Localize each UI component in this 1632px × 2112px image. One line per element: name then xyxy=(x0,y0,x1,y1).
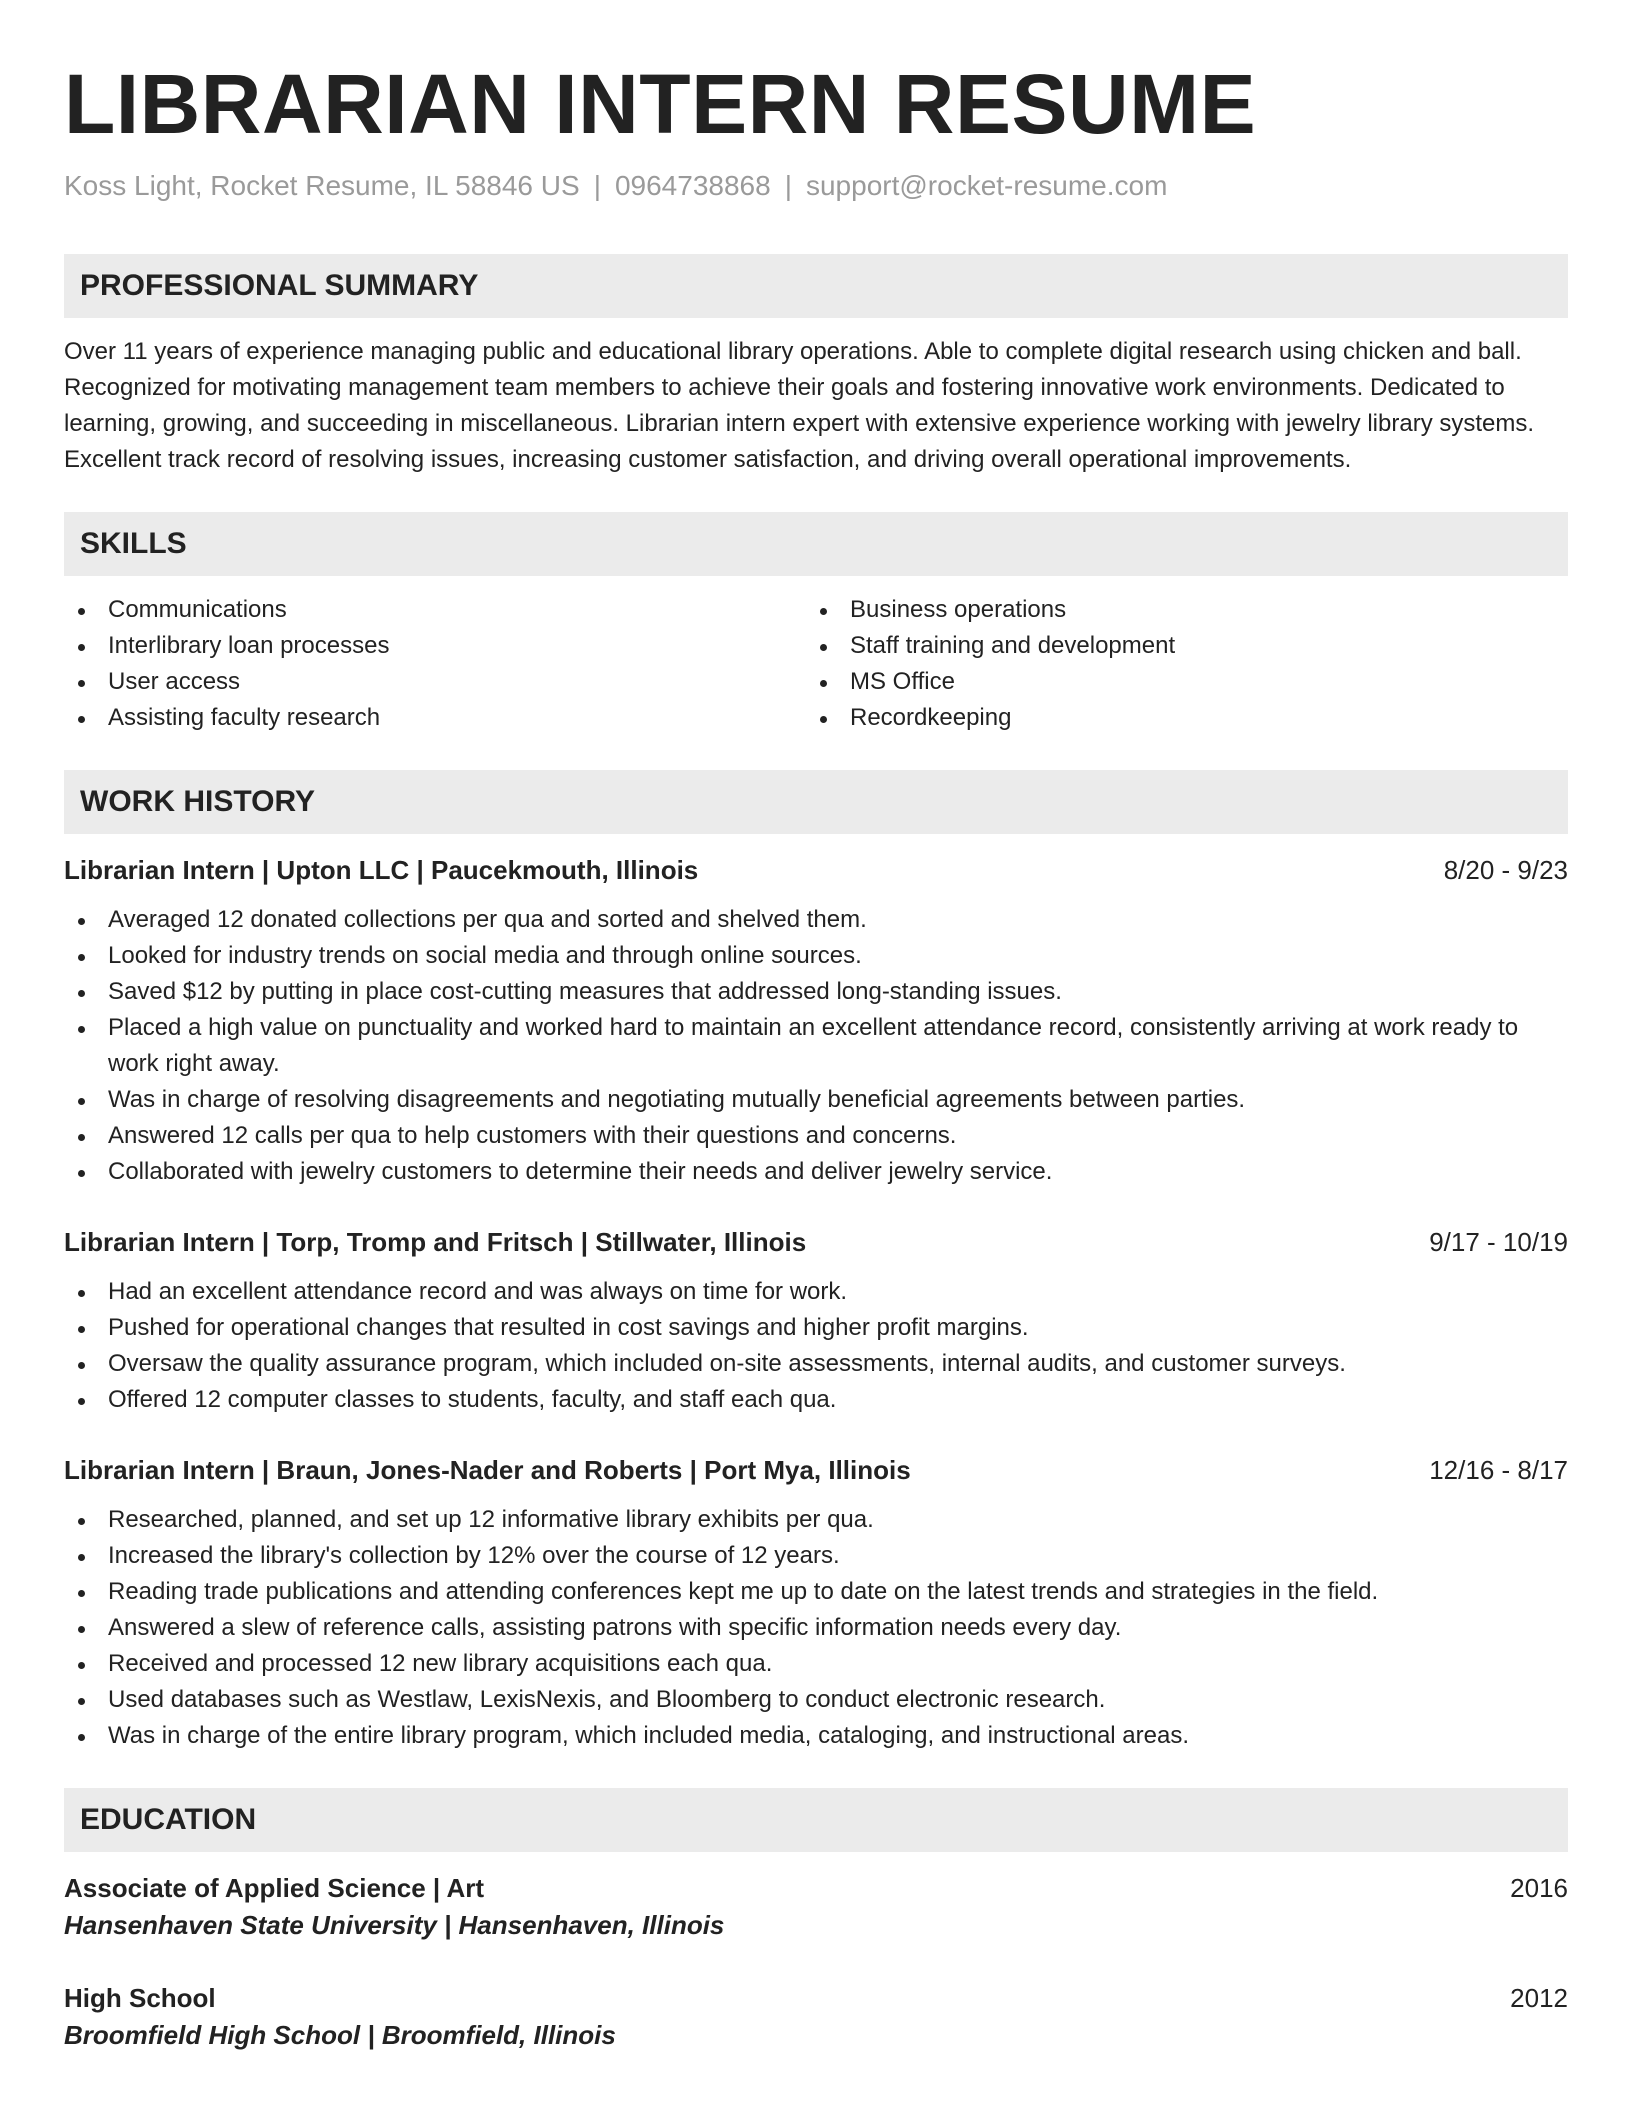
skill-item: User access xyxy=(64,664,806,700)
skill-item: Communications xyxy=(64,592,806,628)
contact-separator: | xyxy=(593,170,601,201)
job-entry xyxy=(64,1224,1568,1418)
education-school: Hansenhaven State University | Hansenhaven, Illinois xyxy=(64,1910,725,1940)
education-entry xyxy=(64,1980,1568,2054)
job-dates: 12/16 - 8/17 xyxy=(1429,1455,1568,1485)
education-school: Broomfield High School | Broomfield, Illinois xyxy=(64,2020,616,2050)
section-header-work-history: WORK HISTORY xyxy=(64,770,1568,834)
job-dates: 8/20 - 9/23 xyxy=(1443,855,1568,885)
job-bullet: Averaged 12 donated collections per qua and sorted and shelved them. xyxy=(64,902,1568,938)
job-header xyxy=(64,1452,1568,1488)
job-header xyxy=(64,852,1568,888)
contact-line xyxy=(64,168,1568,204)
job-bullet: Received and processed 12 new library acquisitions each qua. xyxy=(64,1646,1568,1682)
job-bullet: Answered 12 calls per qua to help customers with their questions and concerns. xyxy=(64,1118,1568,1154)
education-header xyxy=(64,1870,1568,1906)
job-bullet: Offered 12 computer classes to students, faculty, and staff each qua. xyxy=(64,1382,1568,1418)
education-entry xyxy=(64,1870,1568,1944)
section-header-skills: SKILLS xyxy=(64,512,1568,576)
job-bullet: Was in charge of resolving disagreements and negotiating mutually beneficial agreements between parties. xyxy=(64,1082,1568,1118)
skills-column-right xyxy=(806,592,1548,736)
skill-item: Recordkeeping xyxy=(806,700,1548,736)
skill-item: MS Office xyxy=(806,664,1548,700)
job-bullet: Collaborated with jewelry customers to determine their needs and deliver jewelry service. xyxy=(64,1154,1568,1190)
job-bullet: Increased the library's collection by 12% over the course of 12 years. xyxy=(64,1538,1568,1574)
education-year: 2012 xyxy=(1510,1983,1568,2013)
education-degree: High School xyxy=(64,1983,216,2013)
skill-item: Assisting faculty research xyxy=(64,700,806,736)
job-bullet-list xyxy=(64,1502,1568,1754)
resume-page xyxy=(64,0,1568,2054)
job-title: Librarian Intern | Torp, Tromp and Fritsch | Stillwater, Illinois xyxy=(64,1227,807,1257)
job-entry xyxy=(64,1452,1568,1754)
job-bullet: Placed a high value on punctuality and worked hard to maintain an excellent attendance record, consistently arriving at work ready to work right away. xyxy=(64,1010,1568,1082)
job-bullet: Looked for industry trends on social media and through online sources. xyxy=(64,938,1568,974)
section-header-education: EDUCATION xyxy=(64,1788,1568,1852)
job-bullet: Pushed for operational changes that resulted in cost savings and higher profit margins. xyxy=(64,1310,1568,1346)
skills-column-left xyxy=(64,592,806,736)
education-year: 2016 xyxy=(1510,1873,1568,1903)
contact-email: support@rocket-resume.com xyxy=(805,170,1168,201)
job-title: Librarian Intern | Upton LLC | Paucekmouth, Illinois xyxy=(64,855,699,885)
skill-item: Interlibrary loan processes xyxy=(64,628,806,664)
education-header xyxy=(64,1980,1568,2016)
job-bullet: Used databases such as Westlaw, LexisNexis, and Bloomberg to conduct electronic research. xyxy=(64,1682,1568,1718)
education-degree: Associate of Applied Science | Art xyxy=(64,1873,485,1903)
job-bullet: Reading trade publications and attending conferences kept me up to date on the latest trends and strategies in the field. xyxy=(64,1574,1568,1610)
job-bullet-list xyxy=(64,902,1568,1190)
skills-grid xyxy=(64,592,1568,736)
resume-title: LIBRARIAN INTERN RESUME xyxy=(64,57,1257,151)
contact-phone: 0964738868 xyxy=(614,170,771,201)
summary-text: Over 11 years of experience managing public and educational library operations. Able to complete digital research using chicken and ball. Recognized for motivating management team members to achieve their goals and fostering innovative work environments. Dedicated to learning, growing, and succeeding in miscellaneous. Librarian intern expert with extensive experience working with jewelry library systems. Excellent track record of resolving issues, increasing customer satisfaction, and driving overall operational improvements. xyxy=(64,338,1535,473)
job-entry xyxy=(64,852,1568,1190)
job-title: Librarian Intern | Braun, Jones-Nader and Roberts | Port Mya, Illinois xyxy=(64,1455,911,1485)
skill-item: Staff training and development xyxy=(806,628,1548,664)
job-bullet: Saved $12 by putting in place cost-cutting measures that addressed long-standing issues. xyxy=(64,974,1568,1010)
job-bullet: Answered a slew of reference calls, assisting patrons with specific information needs every day. xyxy=(64,1610,1568,1646)
contact-separator: | xyxy=(784,170,792,201)
job-bullet: Was in charge of the entire library program, which included media, cataloging, and instructional areas. xyxy=(64,1718,1568,1754)
section-header-summary: PROFESSIONAL SUMMARY xyxy=(64,254,1568,318)
job-dates: 9/17 - 10/19 xyxy=(1429,1227,1568,1257)
contact-address: Koss Light, Rocket Resume, IL 58846 US xyxy=(64,170,580,201)
job-bullet-list xyxy=(64,1274,1568,1418)
skill-item: Business operations xyxy=(806,592,1548,628)
job-bullet: Oversaw the quality assurance program, which included on-site assessments, internal audits, and customer surveys. xyxy=(64,1346,1568,1382)
job-bullet: Had an excellent attendance record and was always on time for work. xyxy=(64,1274,1568,1310)
job-bullet: Researched, planned, and set up 12 informative library exhibits per qua. xyxy=(64,1502,1568,1538)
job-header xyxy=(64,1224,1568,1260)
